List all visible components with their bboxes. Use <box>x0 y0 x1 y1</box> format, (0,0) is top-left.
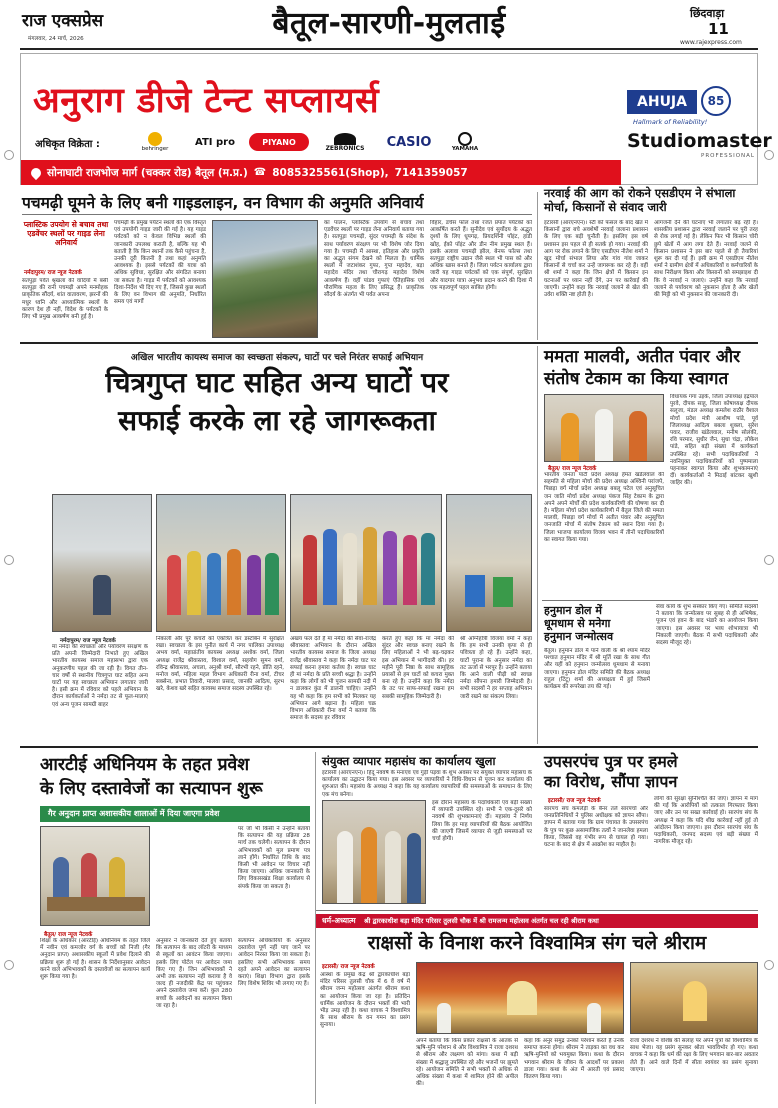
story1-subhead: प्लास्टिक उपयोग से बचाव तथा एडवेंचर स्थलों पर गाइड लेना अनिवार्य <box>23 220 109 247</box>
location-icon <box>29 165 43 179</box>
story6-byline: इटारसी/ राज न्यूज नेटवर्क <box>548 798 601 804</box>
story9-col3: कहा कि अनुर समुद्र उनको परेशान करते हैं उनके समाप्त करना होगा। श्रीराम ने ताड़का का वध कर ऋषि-मुनियों को भयमुक्त किया। कथा के दौरान भगवान श्रीराम के जीवन के आदर्शों पर प्रकाश डाला गया। कथा के अंत में आरती एवं प्रसाद वितरण किया गया। <box>524 1038 624 1081</box>
phone-icon: ☎ <box>253 167 267 178</box>
story3-col4: करते हुए कहा कि मां नर्मदा की सुंदर और स्वच्छ बनाए रखने के लिए महिलाओं ने भी बढ़-चढ़कर इस अभियान में भागीदारी की। हर महीने पूरी निष्ठा के साथ सामूहिक प्रयासों से हम घाटों को कचरा मुक्त बना रहे हैं। उन्होंने कहा कि नर्मदा के तट पर साफ-सफाई रखना हम सबकी सामूहिक जिम्मेदारी है। <box>382 636 454 700</box>
story4-headline-1: ममता मालवी, अतीत पंवार और <box>544 347 741 367</box>
paper-name: राज एक्सप्रेस <box>22 11 104 31</box>
section-rule-3 <box>316 910 758 911</box>
story8-photo <box>322 800 426 904</box>
story6-col2: लोगों की सुरक्षा सुनिश्चित की जाए। ज्ञापन में मांग की गई कि आरोपियों को तत्काल गिरफ्तार किया जाए और उन पर सख्त कार्रवाई हो। सारपंच संघ के अध्यक्ष ने कहा कि यदि शीघ्र कार्रवाई नहीं हुई तो आंदोलन किया जाएगा। इस दौरान सारपंच संघ के पदाधिकारी, जनपद सदस्य एवं बड़ी संख्या में नागरिक मौजूद रहे। <box>654 796 758 846</box>
story7-byline: बैतूल/ राज न्यूज नेटवर्क <box>44 932 93 938</box>
story3-headline-1: चित्रगुप्त घाट सहित अन्य घाटों पर <box>105 366 449 399</box>
story9-photo <box>416 962 624 1034</box>
ahuja-years-badge: 85 <box>701 86 731 116</box>
piyano-logo: PIYANO <box>249 133 309 151</box>
story4-headline-2: संतोष टेकाम का किया स्वागत <box>544 369 729 389</box>
brand-logos <box>129 128 499 156</box>
ad-title: अनुराग डीजे टेन्ट सप्लायर्स <box>33 81 380 121</box>
story5-col1: बैतूल। हनुमान डोल में पाने वाली के श्री श्याम मंदिर पश्चात हनुमान मंदिर में श्री मूर्ति रखा के साथ गीत और यहीं को हनुमान जन्मोत्सव धूमधाम से मनाया जाएगा। हनुमान डोल मंदिर समिति की बैठक अध्यक्ष राहुल (टिंटू) शर्मा की अध्यक्षता में हुई जिसमें कार्यक्रम की रूपरेखा तय की गई। <box>544 648 650 691</box>
story5-headline-1: हनुमान डोल में <box>544 604 602 617</box>
story9-col1: आस्था के प्रमुख केंद्र श्री द्वारकाधीश बड़ा मंदिर परिसर तुलसी चौक में 6 वें वर्ष में श्रीराम जन्म महोत्सव अंतर्गत श्रीराम कथा का आयोजन किया जा रहा है। प्रतिदिन धार्मिक आयोजन के दौरान भक्तों की भारी भीड़ उमड़ रही है। कथा वाचक ने विश्वामित्र के साथ श्रीराम के वन गमन का प्रसंग सुनाया। <box>320 972 410 1029</box>
story9-col4: राजा दशरथ ने वशिष्ठ की सलाह पर अपने पुत्रों को विश्वामित्र के साथ भेजा। यह प्रसंग सुनकर श्रोता भावविभोर हो गए। कथा वाचक ने कहा कि धर्म की रक्षा के लिए भगवान बार-बार अवतार लेते हैं। आने वाले दिनों में सीता स्वयंवर का प्रसंग सुनाया जाएगा। <box>630 1038 758 1073</box>
story3-col3: अखय फल देते हैं मां नर्मदा की सेवा-राजेंद्र श्रीवास्तवः अभियान के दौरान अखिल भारतीय कायस्थ समाज के जिला अध्यक्ष राजेंद्र श्रीवास्तव ने कहा कि नर्मदा घाट पर सफाई करना हमारा कर्तव्य है। स्वच्छ घाट ही मां नर्मदा के प्रति सच्ची श्रद्धा है। उन्होंने कहा कि लोगों को भी पूजन सामग्री नदी में न डालकर कुंड में डालनी चाहिए। उन्होंने यह भी कहा कि हम सभी को मिलकर यह अभियान आगे बढ़ाना है। महिला चक्र विभाग अधिकारी रीना वर्मा ने बताया कि समाज के सदस्य हर रविवार <box>290 636 376 722</box>
story3-photo-bins <box>446 494 532 632</box>
studiomaster-logo: Studiomaster <box>627 130 772 152</box>
story4-rule <box>542 600 758 601</box>
story3-photo-team <box>290 494 442 632</box>
ahuja-tagline: Hallmark of Reliability! <box>633 118 708 126</box>
casio-logo: CASIO <box>386 134 432 150</box>
story5-headline-3: हनुमान जन्मोत्सव <box>544 630 614 643</box>
story2-headline: नरवाई की आग को रोकने एसडीएम ने संभाला मोर्चा, किसानों से संवाद जारी <box>544 186 736 214</box>
story1-col3: का पालन, प्लास्टिक उपयोग से बचाव तथा एडवेंचर स्थलों पर गाइड लेना अनिवार्य बताया गया है। सतपुड़ा पचमढ़ी, सुंदर पचमढ़ी के संदेश के साथ पर्यावरण संरक्षण पर भी विशेष जोर दिया गया है। पचमढ़ी में आस्था, इतिहास और प्रकृति का अद्भुत संगम देखने को मिलता है। धार्मिक स्थलों में जटाशंकर गुफा, गुप्त महादेव, बड़ा महादेव मंदिर तथा चौरागढ़ महादेव विशेष आकर्षण हैं। वहीं पांडव गुफाएं ऐतिहासिक एवं पौराणिक महत्व के लिए प्रसिद्ध हैं। प्राकृतिक सौंदर्य के अंतर्गत भी पर्वत अपना <box>324 220 424 299</box>
story6-headline-1: उपसरपंच पुत्र पर हमले <box>544 752 678 771</box>
section-rule-2 <box>20 746 758 748</box>
story7-photo <box>40 826 150 926</box>
story5-headline-2: धूमधाम से मनेगा <box>544 617 611 630</box>
story3-kicker: अखिल भारतीय कायस्थ समाज का स्वच्छता संकल्प, घाटों पर चले निरंतर सफाई अभियान <box>130 353 424 363</box>
ahuja-logo: AHUJA <box>627 90 697 114</box>
section-rule-1 <box>20 342 758 344</box>
page-number: 11 <box>708 20 729 38</box>
masthead <box>0 0 778 48</box>
story1-headline: पचमढ़ी घूमने के लिए बनी गाइडलाइन, वन विभाग की अनुमति अनिवार्य <box>22 194 424 212</box>
story5-col2: सेवा कार्य के शुभ संस्कार किए गए। समिति सदस्यों ने बताया कि जन्मोत्सव पर सुबह से ही अभिषेक, पूजन एवं हवन के बाद भंडारे का आयोजन किया जाएगा। इस अवसर पर भव्य शोभायात्रा भी निकाली जाएगी। बैठक में सभी पदाधिकारी और सदस्य मौजूद रहे। <box>656 604 758 647</box>
story3-headline-2: सफाई करके ला रहे जागरूकता <box>118 404 436 437</box>
ad-dealer-label: अधिकृत विक्रेता : <box>35 139 100 150</box>
studiomaster-sub: PROFESSIONAL <box>701 153 755 159</box>
story3-divider <box>537 346 538 744</box>
print-registration-marks-right <box>764 150 774 970</box>
story9-kicker: श्री द्वारकाधीश बड़ा मंदिर परिसर तुलसी चौक में श्री रामजन्म महोत्सव अंतर्गत चल रही श्रीराम कथा <box>364 917 599 925</box>
story9-col2: अपने बताया कि किस प्रकार राक्षसों के आतंक से ऋषि-मुनि परेशान थे और विश्वामित्र ने राजा दशरथ से श्रीराम और लक्ष्मण को मांगा। कथा में बड़ी संख्या में श्रद्धालु उपस्थित रहे और भजनों पर झूमते रहे। आयोजन समिति ने सभी भक्तों से अधिक से अधिक संख्या में कथा में शामिल होने की अपील की। <box>416 1038 518 1088</box>
story3-col1: मां नर्मदा की स्वच्छता और पर्यावरण संरक्षण के प्रति अपनी जिम्मेदारी निभाते हुए अखिल भारतीय कायस्थ समाज महासभा द्वारा एक अनुकरणीय पहल की जा रही है। विगत तीन-चार वर्षों से स्थानीय चित्रगुप्त घाट सहित अन्य घाटों पर यह स्वच्छता अभियान लगातार जारी है। इसी क्रम में रविवार को पहले अभियान के दौरान कार्यकर्ताओं ने नर्मदा तट से फूल-मालाएं एवं अन्य पूजन सामग्री बाहर <box>52 644 148 708</box>
story1-col1: सतपुड़ा पर्वत श्रृंखला की वादियों में बसी सतपुड़ा की रानी पचमढ़ी अपने मनमोहक प्राकृतिक सौंदर्य, शांत वातावरण, झरनों की मधुर ध्वनि और आध्यात्मिक स्थलों के कारण देश ही नहीं, विदेश के पर्यटकों के लिए भी प्रमुख आकर्षण बनी हुई है। <box>22 278 108 321</box>
story4-col1: भारतीय जनता पार्टी प्रदेश अध्यक्ष हेमंत खंडेलवाल की सहमति से महिला मोर्चा की प्रदेश अध्यक्ष अश्विनी परांजपे, पिछड़ा वर्ग मोर्चा प्रदेश अध्यक्ष बबलू पटेल एवं अनुसूचित जन जाति मोर्चा प्रदेश अध्यक्ष पंकज सिंह टेकाम के द्वारा अपने अपने मोर्चों की प्रदेश कार्यकारिणी की घोषणा कर दी है। महिला मोर्चा प्रदेश कार्यकारिणी में बैतूल जिले की ममता मालवी, पिछड़ा वर्ग मोर्चा में अतीत पंवार और अनुसूचित जनजाति मोर्चा में संतोष टेकाम को स्थान दिया गया है। जिला भाजपा कार्यालय विजय भवन में तीनों पदाधिकारियों का स्वागत किया गया। <box>544 472 664 543</box>
story1-rule <box>22 214 532 215</box>
story7-headline-2: के लिए दस्तावेजों का सत्यापन शुरू <box>40 779 263 799</box>
masthead-rule <box>20 48 758 50</box>
story7-col2: अनुसार ने जानकारी देते हुए बताया कि सत्यापन के बाद लॉटरी के माध्यम से स्कूलों का आवंटन किया जाएगा। इसके लिए पोर्टल पर आवेदन जमा किए गए हैं। जिन अभिभावकों ने अभी तक सत्यापन नहीं कराया है वे जल्द ही नजदीकी केंद्र पर पहुंचकर अपने दस्तावेज जमा करें। कुल 280 बच्चों के आवेदनों का सत्यापन किया जा रहा है। <box>156 938 232 1009</box>
story1-col2: पचमढ़ी के प्रमुख पर्यटन स्थलों की एक विस्तृत एवं उपयोगी गाइड जारी की गई है। यह गाइड पर्यटकों को न केवल विभिन्न स्थलों की जानकारी उपलब्ध कराती है, बल्कि यह भी बताती है कि किन स्थानों तक कैसे पहुंचना है, उनकी दूरी कितनी है तथा कहां अनुमति आवश्यक है। इससे पर्यटकों की यात्रा को अधिक सुविधा, सुरक्षित और संगठित बनाया जा सकता है। गाइड में पर्यटकों को आवश्यक दिशा-निर्देश भी दिए गए हैं, जिससे कुछ स्थलों के लिए वन विभाग की अनुमति, निर्धारित समय एवं मार्गों <box>114 220 206 306</box>
story9-headline: राक्षसों के विनाश करने विश्वामित्र संग चले श्रीराम <box>367 932 707 954</box>
behringer-logo: behringer <box>129 130 181 154</box>
story7-bar: गैर अनुदान प्राप्त अशासकीय शालाओं में दिया जाएगा प्रवेश <box>40 806 310 822</box>
story9-byline: इटारसी/ राज न्यूज नेटवर्क <box>322 964 375 970</box>
story8-headline: संयुक्त व्यापार महासंघ का कार्यालय खुला <box>322 754 496 768</box>
story7-col4: सत्यापन अधिकारियों के अनुसार दस्तावेज पूर्ण नहीं पाए जाने पर आवेदन निरस्त किया जा सकता है। इसलिए सभी अभिभावक समय रहते अपने आवेदन का सत्यापन कराएं। शिक्षा विभाग द्वारा इसके लिए विशेष शिविर भी लगाए गए हैं। <box>238 938 310 988</box>
story8-col2: इस दौरान महासंघ के पदाधिकारी एवं बड़ी संख्या में व्यापारी उपस्थित रहे। सभी ने एक-दूसरे को नववर्ष की शुभकामनाएं दीं। महासंघ ने निर्णय लिया कि हर माह व्यापारियों की बैठक आयोजित की जाएगी जिसमें व्यापार से जुड़ी समस्याओं पर चर्चा होगी। <box>432 800 532 843</box>
story4-byline: बैतूल/ राज न्यूज नेटवर्क <box>548 466 597 472</box>
story7-col3: पर जो भी किसी ने उन्होंने बताया कि सत्यापन की यह प्रक्रिया 28 मार्च तक चलेगी। सत्यापन के दौरान अभिभावकों को मूल प्रमाण पत्र लाने होंगे। निर्धारित तिथि के बाद किसी भी आवेदन पर विचार नहीं किया जाएगा। अधिक जानकारी के लिए विकासखंड शिक्षा कार्यालय से संपर्क किया जा सकता है। <box>238 826 310 890</box>
story7-divider <box>315 752 316 1104</box>
story6-headline-2: का विरोध, सौंपा ज्ञापन <box>544 772 678 791</box>
story2-col1: इटारसी (आरएनएन)। स्टी को फसल के बाद खेत में किसानों द्वारा बचे अवशेषों नरवाई जलाना प्रशासन के लिए एक बड़ी चुनौती है। इसलिए इस वर्ष प्रशासन इस पहल से ही सतर्क हो गया। नरवाई की आग पर रोक लगाने के लिए एसडीएम नीतेश शर्मा ने खुद मोर्चा संभाल लिया और गांव गांव जाकर किसानों से चर्चा कर उन्हें जागरूक कर रहे हैं। वहीं श्री शर्मा ने कहा कि जिन क्षेत्रों में किसान इन घटनाओं पर ध्यान नहीं देंगे, उन पर कार्रवाई की जाएगी। उन्होंने कहा कि नरवाई जलाने से खेत की उर्वरा शक्ति नष्ट होती है। <box>544 220 648 299</box>
story6-col1: सारपंच संघ कमलेड़ी के बैनर तले सारपंचों और जनप्रतिनिधियों ने पुलिस अधीक्षक को ज्ञापन सौंपा। ज्ञापन में बताया गया कि ग्राम पंचायत के उपसरपंच के पुत्र पर कुछ असामाजिक तत्वों ने जानलेवा हमला किया, जिससे वह गंभीर रूप से घायल हो गया। घटना के बाद से क्षेत्र में आक्रोश का माहौल है। <box>544 806 648 849</box>
story9-tag: धर्म-अध्यात्म <box>322 916 356 925</box>
story3-col5: श्री अग्निहोत्री विजया वर्मा ने कहा कि हम सभी उनकी कृपा से ही पवित्रता हो रहे हैं। उन्होंने कहा, घाटों पुराना के अनुसार नर्मदा का तट ऊर्जा से भरपूर है। उन्होंने बताया कि आने वाली पीढ़ी को स्वच्छ नर्मदा सौंपना हमारी जिम्मेदारी है। सभी सदस्यों ने हर सप्ताह अभियान जारी रखने का संकल्प लिया। <box>460 636 532 700</box>
story7-col1: शिक्षा के अधिकार (आरटीई) अधिनियम के तहत जिले में नवीन एवं कमजोर वर्ग के बच्चों को निजी (गैर अनुदान प्राप्त) अशासकीय स्कूलों में प्रवेश दिलाने की प्रक्रिया शुरू हो गई है। शासन के निर्देशानुसार आवेदन करने वाले अभिभावकों के दस्तावेजों का सत्यापन कार्य शुरू किया गया है। <box>40 938 150 981</box>
edition-date: मंगलवार, 24 मार्च, 2026 <box>28 36 84 42</box>
ad-banner <box>20 53 772 185</box>
story7-headline-1: आरटीई अधिनियम के तहत प्रवेश <box>40 755 250 775</box>
story1-byline: नर्मदापुरम/ राज न्यूज नेटवर्क <box>24 270 82 276</box>
story3-photo-group <box>156 494 286 632</box>
story3-col2: निकाली और पूरे कचरों को एकत्रित कर डस्टबिन में सुरक्षित रखा। स्वच्छता के इस पुनीत कार्य में नगर पालिका उपाध्यक्ष अभय वर्मा, महाप्रांतीय कायस्थ अध्यक्ष अशोक वर्मा, जिला अध्यक्ष राजेंद्र श्रीवास्तव, विशाल वर्मा, सहयोग सुमन वर्मा, रविन्द्र श्रीवास्तव, अचला, अनुश्री वर्मा, सौरभी रहने, प्रीति रहने, मनोज वर्मा, महिला महल विभाग अधिकारी रीना वर्मा, टीचर सक्सेना, प्रभात तिवारी, मालवा प्रसाद, जानकी आदित्य, सुरभ खरे, केशव खरे सहित कायस्थ समाज सदस्य उपस्थित रहे। <box>156 636 284 693</box>
story1-col4: विहार, डचेस फॉल तथा रजत प्रपात पर्यटकों को आकर्षित करते हैं। सुनीदेव एवं सुर्योदय के अद्भुत दृश्यों के लिए धूपगढ़, प्रियदर्शिनी पॉइंट, हांडी खोह, ईको पॉइंट और डीन नीम प्रमुख स्थल हैं। इसके अलावा पचमढ़ी झील, बेनफ फॉल्स तथा सतपुड़ा राष्ट्रीय उद्यान जैसे स्थल भी पास को और अधिक खास बनाते हैं। जिला पर्यटन कार्यालय द्वारा जारी यह गाइड पर्यटकों को एक संपूर्ण, सुरक्षित और यादगार यात्रा अनुभव प्रदान करने की दिशा में एक महत्वपूर्ण पहल साबित होगी। <box>430 220 532 291</box>
atipro-logo: ATI pro <box>195 136 235 148</box>
story2-col2: आगजनी देने की घटनाएं भी लगातार बढ़ रही हैं। शासकीय प्रशासन द्वारा नरवाई जलाने पर पूरी तरह से रोक लगाई गई है। लेकिन फिर भी किसान चोरी छुपे खेतों में आग लगा देते हैं। नरवाई जलने से किसान प्रशासन ने इस बार पहले से ही तैयारियां शुरू कर दी गई हैं। इसी क्रम में एसडीएम नीतेश शर्मा ने ग्रामीण क्षेत्रों में अधिकारियों व कर्मचारियों के साथ निरीक्षण किया और किसानों को समझाइश दी कि वे नरवाई न जलाएं। उन्होंने कहा कि नरवाई जलाने से पर्यावरण को नुकसान होता है और खेतों की मिट्टी को भी नुकसान की जानकारी दी। <box>654 220 758 299</box>
edition-title: बैतूल-सारणी-मुलताई <box>272 6 506 41</box>
website: www.rajexpress.com <box>680 39 742 46</box>
zebronics-logo: ZEBRONICS <box>313 130 377 154</box>
print-registration-marks <box>4 150 14 970</box>
story1-divider <box>537 192 538 340</box>
story8-col1: इटारसी (आरएनएन)। हिंदू नववर्ष के मनाएवं एवं गुड़ी पड़वा के शुभ अवसर पर संयुक्त व्यापार महासंघ के कार्यालय का उद्घाटन किया गया। इस अवसर पर व्यापारियों ने विधि-विधान से पूजन कर कार्यालय की शुरुआत की। महासंघ के अध्यक्ष ने कहा कि यह कार्यालय व्यापारियों की समस्याओं के समाधान के लिए एक मंच बनेगा। <box>322 770 532 798</box>
yamaha-logo: YAMAHA <box>441 130 489 154</box>
story4-col2: विधायक गंगा उइके, जिला उपाध्यक्ष इंद्रपाल पुरवे, दीपक साहू, जिला कोषाध्यक्ष दीपक सलूजा, मंडल अध्यक्ष कमलेश राठौर वैशाल मोर्चा प्रदेश मंत्री आशीष पांडे, पूर्व जिलाध्यक्ष आदित्य बबला शुक्ला, सुरेश पवार, राजीव खंडेलवाल, मनीष सोलंकी, रवि परमार, सुधीर जैन, सुधा चंद्रा, लोकेश पांडे, सहित बड़ी संख्या में कार्यकर्ता उपस्थित रहे। सभी पदाधिकारियों ने नवनियुक्त पदाधिकारियों को पुष्पमाला पहनाकर स्वागत किया और शुभकामनाएं दीं। कार्यकर्ताओं ने मिठाई बांटकर खुशी जाहिर की। <box>670 394 758 487</box>
story9-photo-small <box>630 962 758 1034</box>
story1-photo <box>212 220 318 338</box>
ad-phone-1: 8085325561(Shop), <box>272 166 389 179</box>
story4-photo <box>544 394 664 462</box>
ad-phone-2: 7141359057 <box>394 166 468 179</box>
ad-address-bar <box>21 160 621 185</box>
story3-photo-river <box>52 494 152 632</box>
ad-address: सोनाघाटी राजभोज मार्ग (चक्कर रोड) बैतूल (म.प्र.) <box>47 166 248 179</box>
edition-city: छिंदवाड़ा <box>690 7 725 20</box>
story3-photo-caption: नर्मदापुरम/ राज न्यूज नेटवर्क <box>60 638 116 644</box>
